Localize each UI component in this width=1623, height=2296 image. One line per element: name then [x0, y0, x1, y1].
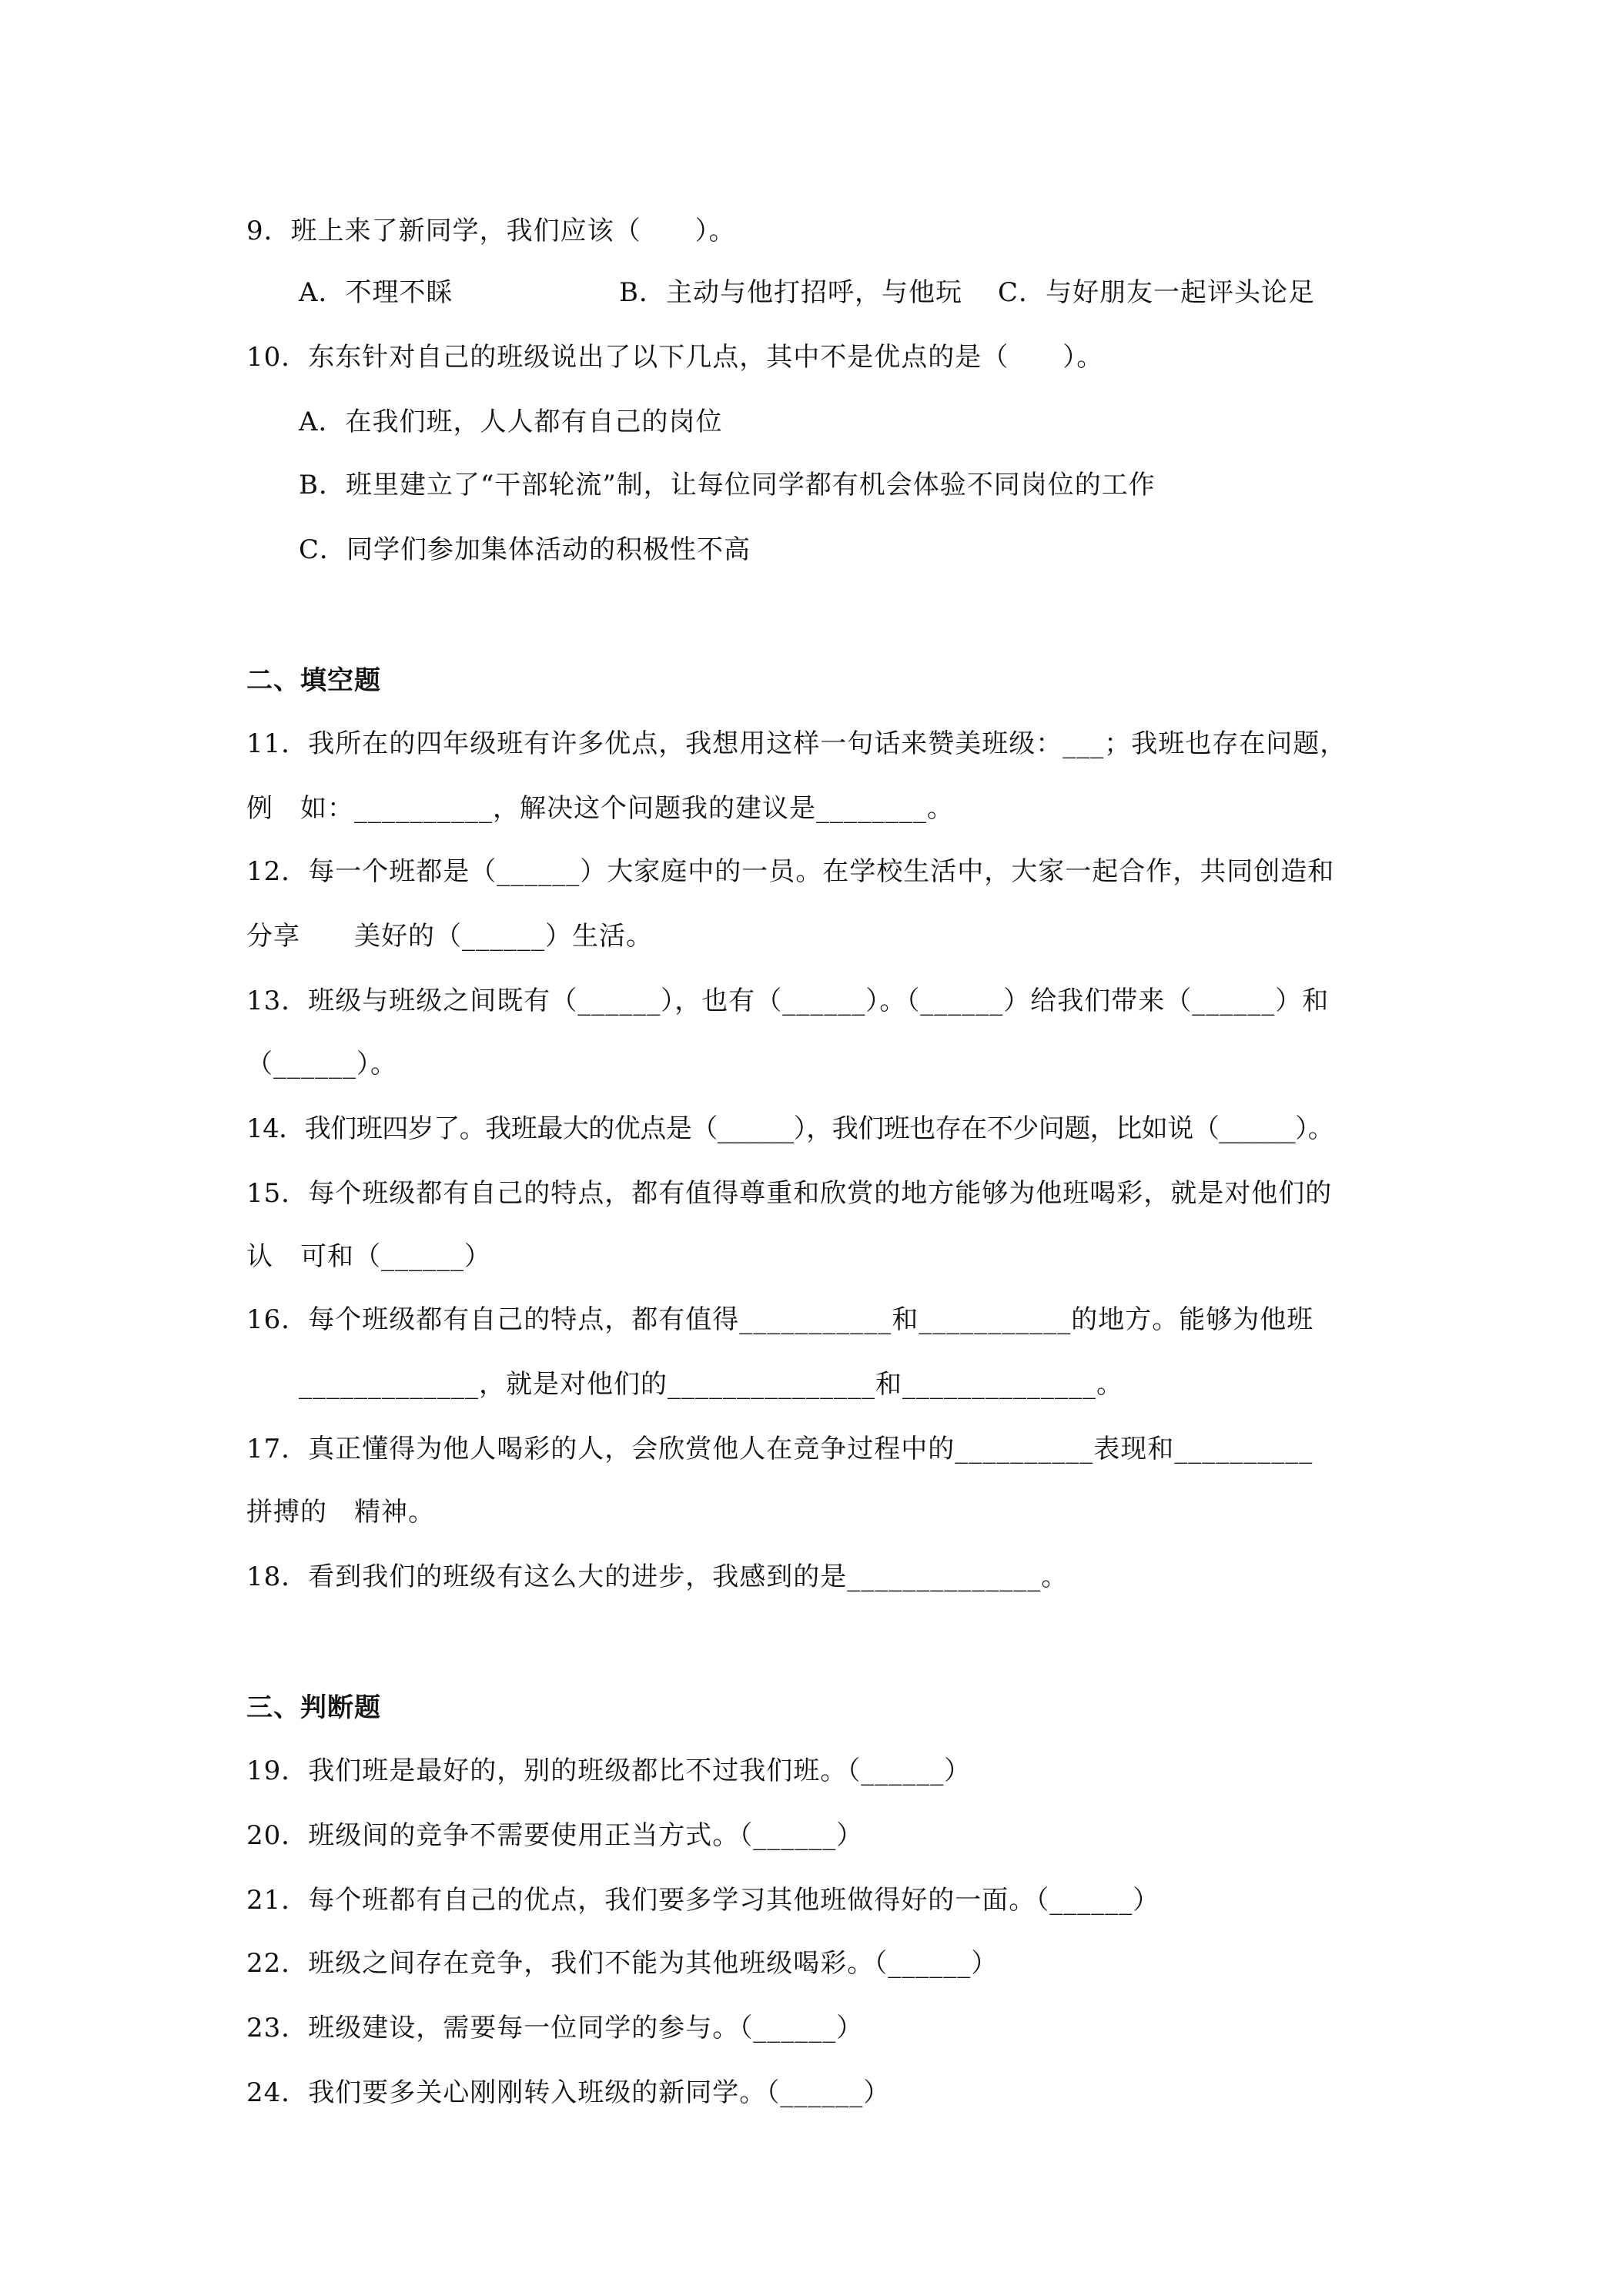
question-10-option-a: A．在我们班，人人都有自己的岗位 [299, 407, 723, 437]
question-9-stem: 9．班上来了新同学，我们应该（ ）。 [246, 216, 736, 246]
question-9-option-b: B．主动与他打招呼，与他玩 [619, 277, 962, 308]
question-12-line-2: 分享 美好的（______）生活。 [246, 921, 653, 952]
question-16-line-2: _____________，就是对他们的_______________和______________。 [299, 1369, 1123, 1400]
question-12-line-1: 12．每一个班都是（______）大家庭中的一员。在学校生活中，大家一起合作，共同创造和 [246, 856, 1335, 887]
question-19: 19．我们班是最好的，别的班级都比不过我们班。（______） [246, 1755, 972, 1786]
question-17-line-2: 拼搏的 精神。 [246, 1497, 435, 1528]
question-20: 20．班级间的竞争不需要使用正当方式。（______） [246, 1820, 864, 1851]
question-23: 23．班级建设，需要每一位同学的参与。（______） [246, 2013, 864, 2043]
question-10-option-c: C．同学们参加集体活动的积极性不高 [299, 534, 751, 565]
question-16-line-1: 16．每个班级都有自己的特点，都有值得___________和___________的地方。能够为他班 [246, 1304, 1314, 1335]
question-14-line-1: 14．我们班四岁了。我班最大的优点是（______），我们班也存在不少问题，比如说（______）。 [246, 1113, 1334, 1144]
question-11-line-1: 11．我所在的四年级班有许多优点，我想用这样一句话来赞美班级：___；我班也存在问题， [246, 728, 1347, 759]
question-10-stem: 10．东东针对自己的班级说出了以下几点，其中不是优点的是（ ）。 [246, 342, 1104, 373]
question-9-option-a: A．不理不睬 [299, 277, 453, 308]
question-17-line-1: 17．真正懂得为他人喝彩的人，会欣赏他人在竞争过程中的__________表现和__________ [246, 1434, 1313, 1464]
question-11-line-2: 例 如：__________，解决这个问题我的建议是________。 [246, 793, 954, 824]
question-22: 22．班级之间存在竞争，我们不能为其他班级喝彩。（______） [246, 1948, 999, 1979]
question-15-line-2: 认 可和（______） [246, 1241, 491, 1272]
question-18-line-1: 18．看到我们的班级有这么大的进步，我感到的是______________。 [246, 1561, 1069, 1592]
question-9-option-c: C．与好朋友一起评头论足 [998, 277, 1316, 308]
question-13-line-2: （______）。 [246, 1049, 397, 1079]
question-21: 21．每个班都有自己的优点，我们要多学习其他班做得好的一面。（______） [246, 1885, 1160, 1916]
question-10-option-b: B．班里建立了“干部轮流”制，让每位同学都有机会体验不同岗位的工作 [299, 470, 1156, 500]
question-15-line-1: 15．每个班级都有自己的特点，都有值得尊重和欣赏的地方能够为他班喝彩，就是对他们的 [246, 1178, 1333, 1209]
question-24: 24．我们要多关心刚刚转入班级的新同学。（______） [246, 2077, 891, 2108]
question-9-options [299, 276, 1392, 310]
question-13-line-1: 13．班级与班级之间既有（______），也有（______）。（______）给我们带来（______）和 [246, 986, 1330, 1016]
section-true-false-heading: 三、判断题 [246, 1692, 381, 1723]
section-fill-in-heading: 二、填空题 [246, 665, 381, 696]
